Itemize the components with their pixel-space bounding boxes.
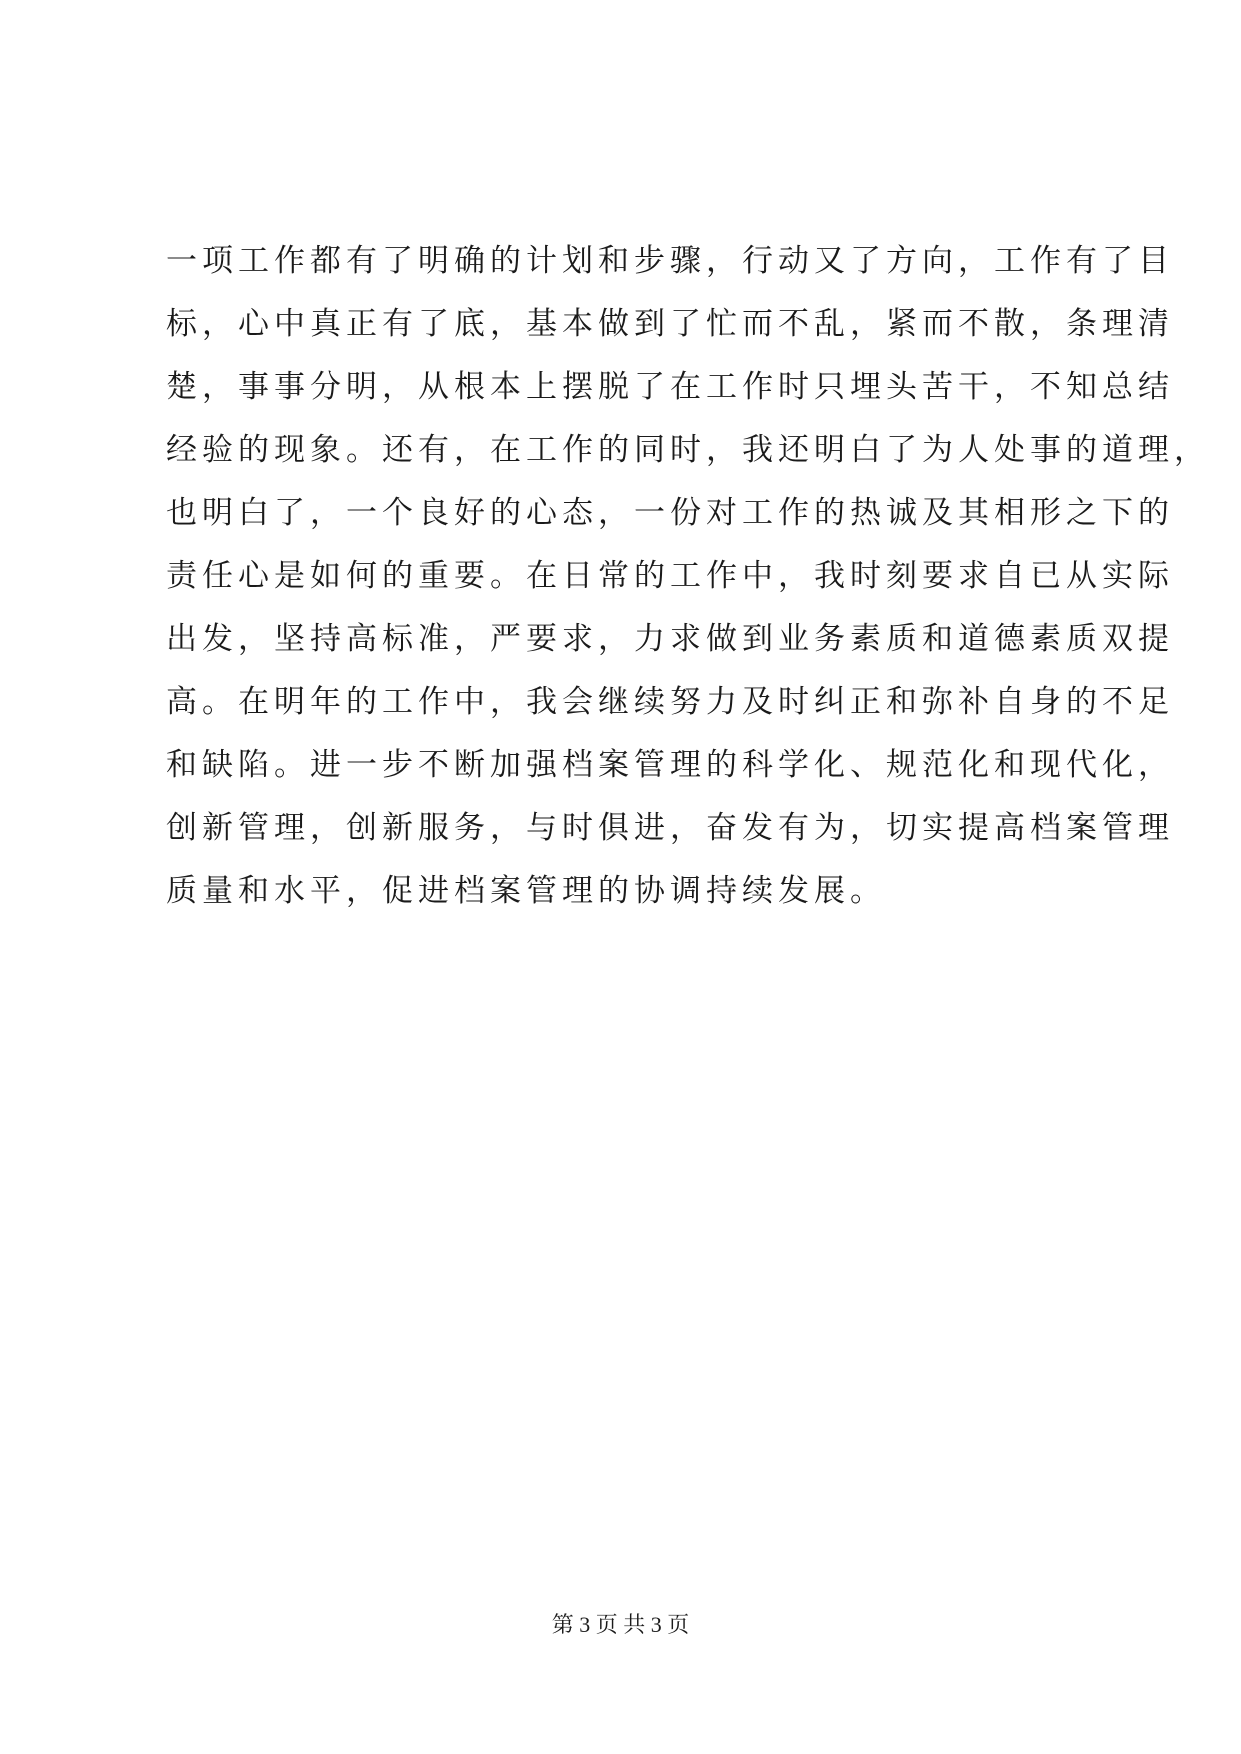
body-paragraph [166, 230, 1210, 923]
body-line-7: 出发，坚持高标准，严要求，力求做到业务素质和道德素质双提 [166, 621, 1174, 657]
body-line-3: 楚，事事分明，从根本上摆脱了在工作时只埋头苦干，不知总结 [166, 369, 1174, 405]
body-line-11: 质量和水平，促进档案管理的协调持续发展。 [166, 873, 886, 909]
body-line-6: 责任心是如何的重要。在日常的工作中，我时刻要求自已从实际 [166, 558, 1174, 594]
body-line-10: 创新管理，创新服务，与时俱进，奋发有为，切实提高档案管理 [166, 810, 1174, 846]
body-line-2: 标，心中真正有了底，基本做到了忙而不乱，紧而不散，条理清 [166, 306, 1174, 342]
body-line-4: 经验的现象。还有，在工作的同时，我还明白了为人处事的道理， [166, 432, 1210, 468]
body-line-8: 高。在明年的工作中，我会继续努力及时纠正和弥补自身的不足 [166, 684, 1174, 720]
body-line-9: 和缺陷。进一步不断加强档案管理的科学化、规范化和现代化， [166, 747, 1174, 783]
body-line-1: 一项工作都有了明确的计划和步骤，行动又了方向，工作有了目 [166, 243, 1174, 279]
page-footer: 第 3 页 共 3 页 [551, 1612, 690, 1637]
body-line-5: 也明白了，一个良好的心态，一份对工作的热诚及其相形之下的 [166, 495, 1174, 531]
